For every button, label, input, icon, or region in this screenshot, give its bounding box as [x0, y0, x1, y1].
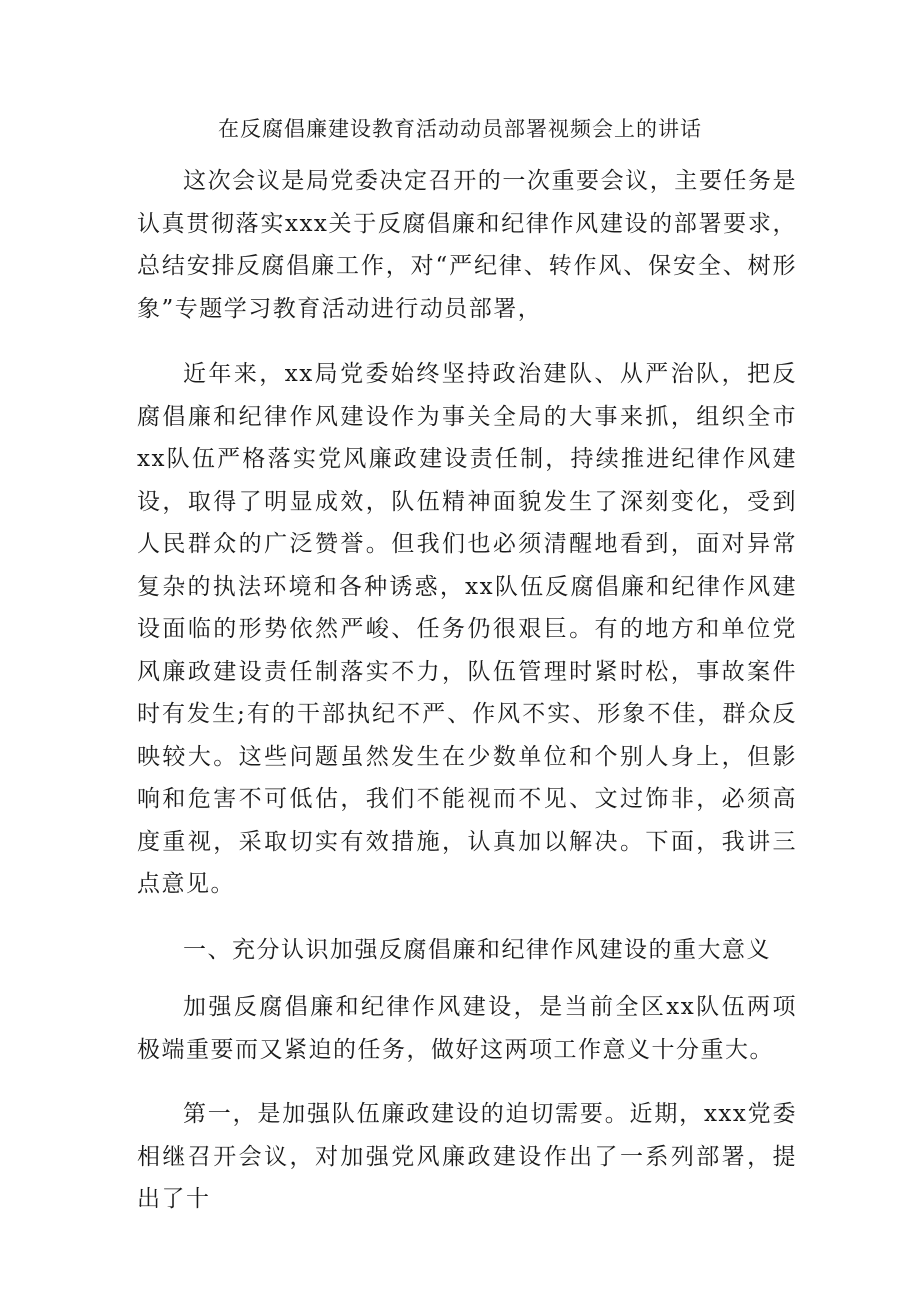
paragraph-situation: 近年来，xx局党委始终坚持政治建队、从严治队，把反腐倡廉和纪律作风建设作为事关全局的大事来抓，组织全市xx队伍严格落实党风廉政建设责任制，持续推进纪律作风建设，取得了明显成效，队伍精神面貌发生了深刻变化，受到人民群众的广泛赞誉。但我们也必须清醒地看到，面对异常复杂的执法环境和各种诱惑，xx队伍反腐倡廉和纪律作风建设面临的形势依然严峻、任务仍很艰巨。有的地方和单位党风廉政建设责任制落实不力，队伍管理时紧时松，事故案件时有发生;有的干部执纪不严、作风不实、形象不佳，群众反映较大。这些问题虽然发生在少数单位和个别人身上，但影响和危害不可低估，我们不能视而不见、文过饰非，必须高度重视，采取切实有效措施，认真加以解决。下面，我讲三点意见。 — [137, 361, 797, 897]
section-heading: 一、充分认识加强反腐倡廉和纪律作风建设的重大意义 — [183, 937, 771, 963]
document-title: 在反腐倡廉建设教育活动动员部署视频会上的讲话 — [218, 117, 702, 141]
paragraph-section-intro: 加强反腐倡廉和纪律作风建设，是当前全区xx队伍两项极端重要而又紧迫的任务，做好这两项工作意义十分重大。 — [137, 994, 797, 1063]
paragraph-intro: 这次会议是局党委决定召开的一次重要会议，主要任务是认真贯彻落实xxx关于反腐倡廉和纪律作风建设的部署要求，总结安排反腐倡廉工作，对“严纪律、转作风、保安全、树形象”专题学习教育活动进行动员部署， — [137, 168, 797, 322]
paragraph-first-point: 第一，是加强队伍廉政建设的迫切需要。近期，xxx党委相继召开会议，对加强党风廉政建设作出了一系列部署，提出了十 — [137, 1101, 797, 1212]
